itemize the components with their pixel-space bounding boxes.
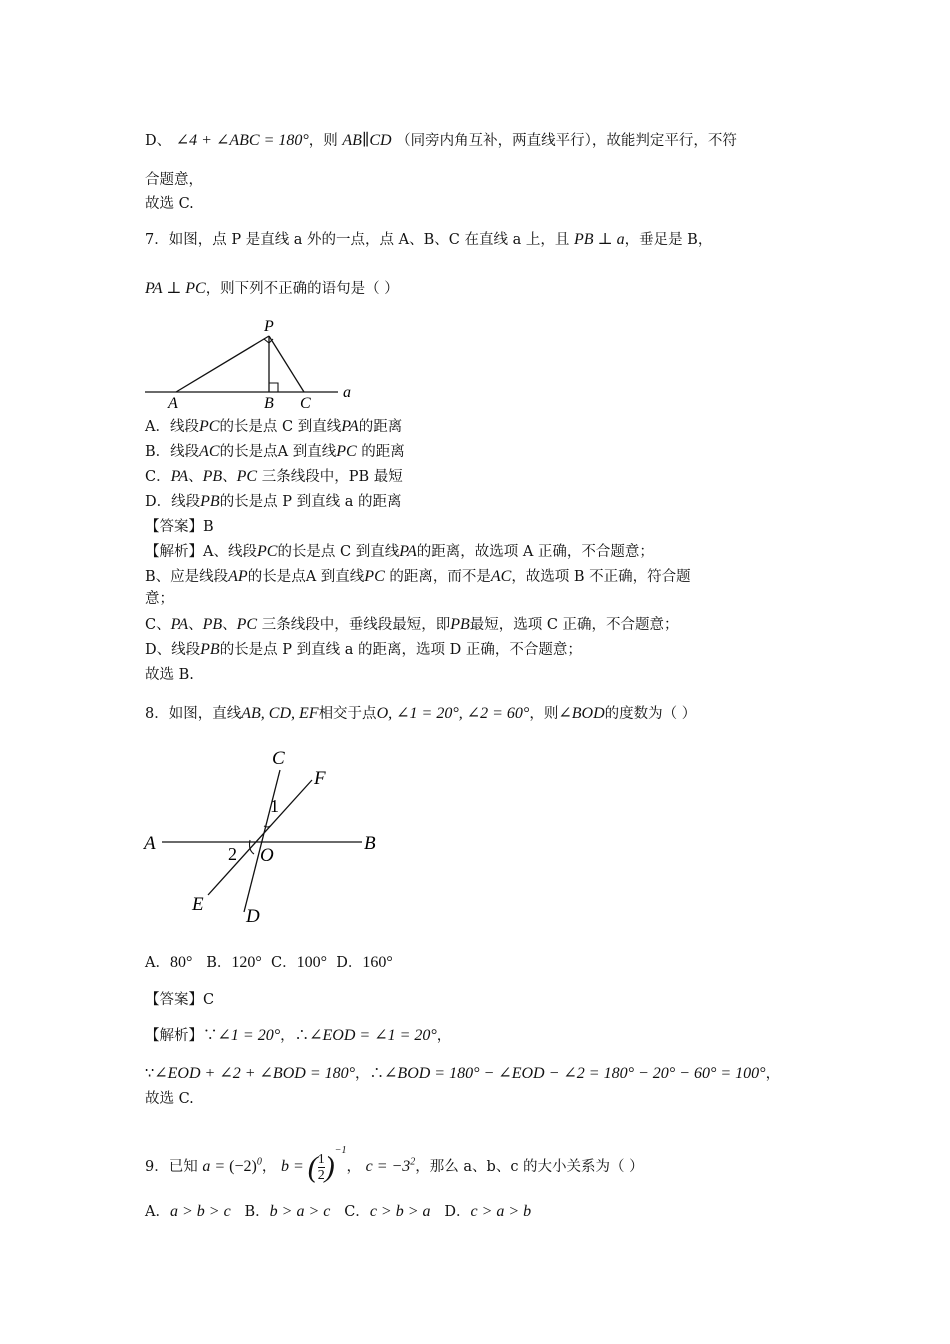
segment-pc	[269, 336, 304, 392]
q6-option-d-line: D、 ∠4 + ∠ABC = 180°，则 AB∥CD （同旁内角互补，两直线平行），故能判定平行，不符	[145, 132, 737, 149]
angle-arc-1	[264, 826, 270, 827]
q7-conclusion: 故选 B.	[145, 667, 194, 683]
q9-option-a: A．a > b > c	[145, 1203, 231, 1220]
q8-options	[145, 953, 393, 973]
q9-a-expr: $a = (-2)^0$	[202, 1156, 262, 1175]
q7-option-b: B．线段AC的长是点A 到直线PC 的距离	[145, 443, 405, 460]
line-ef	[208, 780, 312, 895]
segment-pa	[176, 336, 269, 392]
q7-figure	[140, 316, 370, 412]
label-line-a: a	[343, 384, 351, 401]
q8-option-d: D．160°	[336, 954, 393, 971]
label-a-point: A	[168, 395, 178, 412]
q8-answer: 【答案】C	[145, 992, 215, 1008]
q8-conclusion: 故选 C.	[145, 1091, 194, 1107]
label-c8: C	[272, 748, 285, 769]
q7-analysis-line1: 【解析】A、线段PC的长是点 C 到直线PA的距离，故选项 A 正确，不合题意；	[145, 543, 654, 560]
q7-analysis-line3: C、PA、PB、PC 三条线段中，垂线段最短，即PB最短，选项 C 正确，不合题意；	[145, 616, 679, 633]
q8-figure	[140, 742, 390, 927]
q8-option-c: C．100°	[271, 954, 328, 971]
q9-b-expr: b = ( $\frac{1}{2}$ )$^{-1}$	[280, 1145, 347, 1184]
label-o: O	[260, 845, 274, 866]
q9-options	[145, 1202, 531, 1222]
q7-stem-line1: 7．如图，点 P 是直线 a 外的一点，点 A、B、C 在直线 a 上，且 PB ⊥ a，垂足是 B，	[145, 231, 713, 248]
right-angle-b	[269, 383, 278, 392]
label-b8: B	[364, 833, 376, 854]
label-b: B	[264, 395, 274, 412]
q7-answer: 【答案】B	[145, 519, 214, 535]
q7-option-d: D．线段PB的长是点 P 到直线 a 的距离	[145, 493, 402, 510]
q7-analysis-line4: D、线段PB的长是点 P 到直线 a 的距离，选项 D 正确，不合题意；	[145, 641, 582, 658]
q6-option-d-line2: 合题意，	[145, 172, 203, 188]
label-e: E	[192, 894, 204, 915]
q8-analysis-line2: ∵∠EOD + ∠2 + ∠BOD = 180°，∴∠BOD = 180° − ∠EOD − ∠2 = 180° − 20° − 60° = 100°，	[145, 1065, 781, 1082]
q8-option-a: A．80°	[145, 954, 193, 971]
q6-conclusion: 故选 C.	[145, 196, 194, 212]
q7-analysis-line2b: 意；	[145, 591, 174, 607]
q8-option-b: B．120°	[206, 954, 262, 971]
q9-option-d: D．c > a > b	[444, 1203, 532, 1220]
q9-stem: 9．已知 $a = (-2)^0$， b = ( $\frac{1}{2}$ )$^{-1}$， $c = -3^2$，那么 a、b、c 的大小关系为（ ）	[145, 1145, 644, 1184]
q7-option-c: C．PA、PB、PC 三条线段中，PB 最短	[145, 468, 403, 485]
q9-c-expr: $c = -3^2$	[365, 1156, 416, 1175]
q9-option-b: B．b > a > c	[244, 1203, 331, 1220]
label-a8: A	[144, 833, 156, 854]
q8-stem: 8．如图，直线AB, CD, EF相交于点O, ∠1 = 20°, ∠2 = 60°，则∠BOD的度数为（ ）	[145, 705, 697, 722]
label-f: F	[314, 768, 326, 789]
q8-analysis-line1: 【解析】∵∠1 = 20°，∴∠EOD = ∠1 = 20°，	[145, 1027, 452, 1044]
label-p: P	[264, 318, 274, 335]
q7-stem-line2: PA ⊥ PC，则下列不正确的语句是（ ）	[145, 280, 399, 297]
label-c: C	[300, 395, 311, 412]
label-2: 2	[228, 844, 237, 864]
label-1: 1	[270, 796, 279, 816]
label-d8: D	[246, 906, 260, 927]
q9-option-c: C．c > b > a	[344, 1203, 431, 1220]
q7-option-a: A．线段PC的长是点 C 到直线PA的距离	[145, 418, 403, 435]
q7-analysis-line2: B、应是线段AP的长是点A 到直线PC 的距离，而不是AC，故选项 B 不正确，符合题	[145, 568, 691, 585]
